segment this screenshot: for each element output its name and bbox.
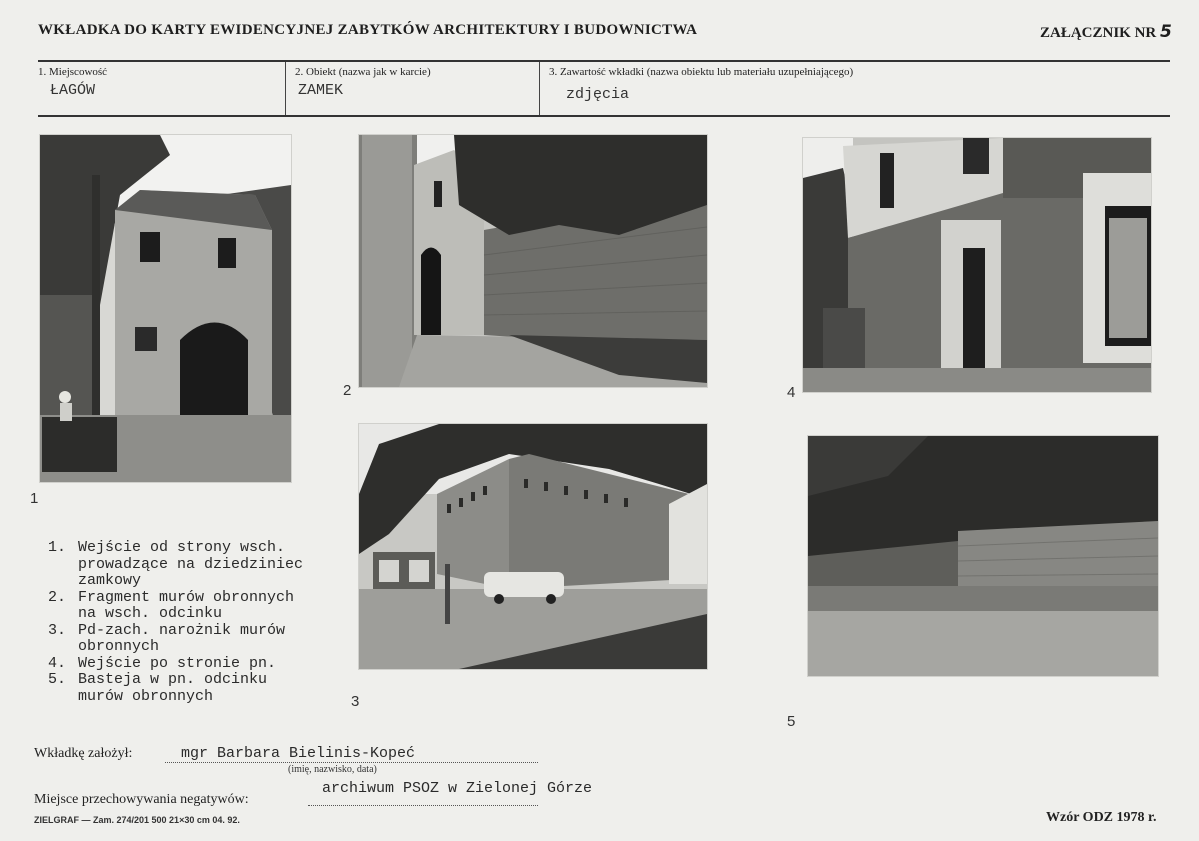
author-hint: (imię, nazwisko, data) (288, 764, 377, 775)
field-divider-2 (539, 62, 540, 116)
caption-2-text: Fragment murów obronnych na wsch. odcinku (78, 588, 295, 622)
caption-3-number: 3. (48, 621, 67, 639)
photo-1-image (40, 135, 291, 482)
photo-2-number: 2 (343, 382, 352, 399)
caption-4-number: 4. (48, 654, 67, 672)
caption-2-number: 2. (48, 588, 67, 606)
author-value: mgr Barbara Bielinis-Kopeć (181, 745, 416, 762)
photo-5-image (808, 436, 1158, 676)
caption-1 (48, 540, 303, 590)
object-value: ZAMEK (298, 82, 344, 99)
photo-2-image (359, 135, 707, 387)
photo-5 (808, 436, 1158, 676)
author-dotted-line (165, 762, 538, 763)
header-top-rule (38, 60, 1170, 62)
photo-2 (359, 135, 707, 387)
field-divider-1 (285, 62, 286, 116)
photo-5-number: 5 (787, 713, 796, 730)
storage-label: Miejsce przechowywania negatywów: (34, 792, 249, 807)
caption-5-text: Basteja w pn. odcinku murów obronnych (78, 671, 268, 705)
header-bottom-rule (38, 115, 1170, 117)
attachment-label: ZAŁĄCZNIK NR (1040, 25, 1157, 41)
place-value: ŁAGÓW (50, 82, 96, 99)
caption-4-text: Wejście po stronie pn. (78, 654, 277, 672)
content-value: zdjęcia (566, 86, 630, 103)
caption-2 (48, 590, 303, 623)
caption-5 (48, 672, 303, 705)
caption-4 (48, 656, 303, 673)
caption-1-number: 1. (48, 539, 67, 556)
storage-value: archiwum PSOZ w Zielonej Górze (322, 780, 593, 797)
photo-4-number: 4 (787, 384, 796, 401)
photo-4 (803, 138, 1151, 392)
object-label: 2. Obiekt (nazwa jak w karcie) (295, 66, 431, 78)
place-label: 1. Miejscowość (38, 66, 108, 78)
attachment-number-value: 5 (1160, 22, 1172, 42)
printer-note: ZIELGRAF — Zam. 274/201 500 21×30 cm 04. 92. (34, 815, 240, 825)
storage-dotted-line (308, 805, 538, 806)
photo-1-number: 1 (30, 490, 39, 507)
photo-3-number: 3 (351, 693, 360, 710)
caption-5-number: 5. (48, 671, 67, 688)
photo-1 (40, 135, 291, 482)
caption-3 (48, 623, 303, 656)
photo-3 (359, 424, 707, 669)
caption-list (48, 540, 303, 705)
form-version: Wzór ODZ 1978 r. (1046, 810, 1157, 825)
photo-4-image (803, 138, 1151, 392)
photo-3-image (359, 424, 707, 669)
form-title: WKŁADKA DO KARTY EWIDENCYJNEJ ZABYTKÓW ARCHITEKTURY I BUDOWNICTWA (38, 22, 698, 38)
author-label: Wkładkę założył: (34, 746, 133, 761)
caption-1-text: Wejście od strony wsch. prowadzące na dziedziniec zamkowy (78, 539, 304, 589)
attachment-number (1040, 22, 1172, 42)
content-label: 3. Zawartość wkładki (nazwa obiektu lub materiału uzupełniającego) (549, 66, 854, 78)
caption-3-text: Pd-zach. narożnik murów obronnych (78, 621, 286, 655)
